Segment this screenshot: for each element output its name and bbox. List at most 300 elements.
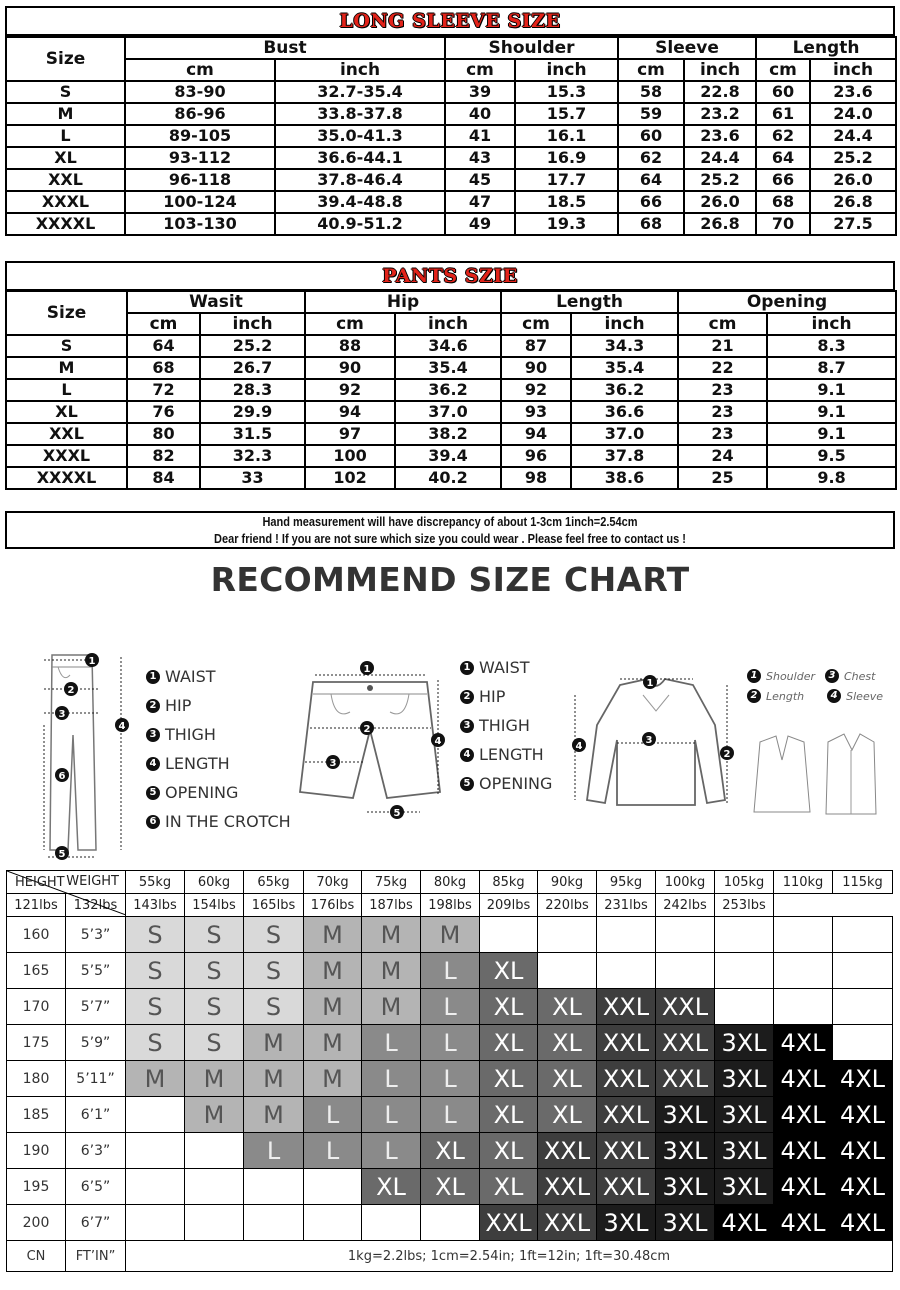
shirt-legend-item: Length [766, 689, 805, 703]
svg-text:4: 4 [575, 741, 583, 752]
legend-label: WAIST [165, 667, 216, 686]
shirt-legend: 1 Shoulder 3 Chest 2 Length 4 Sleeve [747, 666, 883, 706]
tops-group-header: Sleeve [618, 37, 756, 59]
tops-value-cell: 17.7 [515, 169, 618, 191]
pants-value-cell: 26.7 [200, 357, 305, 379]
recommended-size-cell [126, 1133, 185, 1169]
tops-value-cell: 68 [618, 213, 684, 235]
recommended-size-cell: L [421, 953, 480, 989]
legend-item [146, 807, 291, 836]
height-row [7, 953, 893, 989]
tops-unit-header: inch [684, 59, 756, 81]
recommended-size-cell: XXL [597, 1169, 656, 1205]
legend-label: HIP [479, 687, 506, 706]
tops-size-cell: M [6, 103, 125, 125]
legend-item [460, 653, 552, 682]
tops-table-row [6, 125, 896, 147]
weight-lbs-header: 220lbs [538, 894, 597, 917]
tops-value-cell: 58 [618, 81, 684, 103]
recommended-size-cell [304, 1205, 362, 1241]
svg-text:4: 4 [118, 721, 126, 732]
pants-value-cell: 33 [200, 467, 305, 489]
pants-value-cell: 82 [127, 445, 200, 467]
recommended-size-cell: 3XL [656, 1205, 715, 1241]
recommended-size-cell: XXL [480, 1205, 538, 1241]
recommended-size-cell [597, 917, 656, 953]
pants-value-cell: 8.3 [767, 335, 896, 357]
pants-value-cell: 36.6 [571, 401, 678, 423]
recommended-size-cell: M [362, 989, 421, 1025]
pants-value-cell: 9.1 [767, 379, 896, 401]
recommended-size-cell: 4XL [774, 1133, 833, 1169]
weight-lbs-row [7, 894, 893, 917]
recommended-size-cell [185, 1133, 244, 1169]
recommended-size-cell [244, 1169, 304, 1205]
recommended-size-cell: L [421, 1097, 480, 1133]
svg-text:3: 3 [58, 709, 66, 720]
legend-label: THIGH [165, 725, 216, 744]
legend-label: THIGH [479, 716, 530, 735]
weight-kg-header: 105kg [715, 871, 774, 894]
tops-size-cell: S [6, 81, 125, 103]
pants-legend [146, 662, 291, 836]
pants-value-cell: 23 [678, 423, 767, 445]
recommended-size-cell [538, 953, 597, 989]
tops-size-table [5, 36, 897, 236]
weight-height-corner [7, 871, 126, 894]
recommended-size-cell: XL [480, 1025, 538, 1061]
recommended-size-cell: XXL [538, 1205, 597, 1241]
recommended-size-cell [656, 917, 715, 953]
height-cm-cell: 200 [7, 1205, 66, 1241]
svg-text:1: 1 [363, 664, 371, 675]
weight-lbs-header: 121lbs [7, 894, 66, 917]
pants-units-row [6, 313, 896, 335]
tops-size-cell: XXL [6, 169, 125, 191]
pants-value-cell: 28.3 [200, 379, 305, 401]
tops-unit-header: inch [810, 59, 896, 81]
pants-value-cell: 37.8 [571, 445, 678, 467]
pants-group-header: Wasit [127, 291, 305, 313]
recommended-size-cell: XXL [597, 1061, 656, 1097]
pants-value-cell: 9.1 [767, 401, 896, 423]
recommended-size-cell: 3XL [715, 1025, 774, 1061]
tops-table-row [6, 169, 896, 191]
recommended-size-cell: XL [480, 1169, 538, 1205]
pants-value-cell: 21 [678, 335, 767, 357]
recommended-size-cell: M [362, 917, 421, 953]
weight-kg-header: 95kg [597, 871, 656, 894]
recommended-size-cell [597, 953, 656, 989]
tops-size-header: Size [6, 37, 125, 81]
pants-unit-header: cm [501, 313, 571, 335]
tops-value-cell: 45 [445, 169, 515, 191]
tops-value-cell: 36.6-44.1 [275, 147, 445, 169]
tops-value-cell: 24.4 [684, 147, 756, 169]
pants-table-row [6, 401, 896, 423]
recommended-size-cell [833, 953, 893, 989]
height-ft-cell: 5’11” [66, 1061, 126, 1097]
pants-value-cell: 98 [501, 467, 571, 489]
recommended-size-cell: XXL [538, 1169, 597, 1205]
pants-value-cell: 94 [501, 423, 571, 445]
pants-value-cell: 92 [305, 379, 395, 401]
tops-value-cell: 68 [756, 191, 810, 213]
recommended-size-cell: 3XL [597, 1205, 656, 1241]
tops-value-cell: 60 [618, 125, 684, 147]
pants-diagram-icon [18, 645, 148, 865]
pants-value-cell: 32.3 [200, 445, 305, 467]
recommended-size-cell [833, 989, 893, 1025]
pants-title: PANTS SZIE [382, 265, 518, 287]
recommended-size-cell: L [362, 1097, 421, 1133]
recommended-size-cell: XL [421, 1133, 480, 1169]
pants-unit-header: cm [678, 313, 767, 335]
pants-value-cell: 68 [127, 357, 200, 379]
pants-group-header: Opening [678, 291, 896, 313]
recommended-size-cell: M [304, 917, 362, 953]
recommended-size-cell: XXL [656, 1025, 715, 1061]
pants-value-cell: 39.4 [395, 445, 501, 467]
weight-lbs-header: 231lbs [597, 894, 656, 917]
svg-text:2: 2 [67, 685, 75, 696]
note-line-2: Dear friend ! If you are not sure which size you could wear . Please feel free to contact us ! [214, 532, 686, 546]
tops-value-cell: 83-90 [125, 81, 275, 103]
tops-value-cell: 25.2 [684, 169, 756, 191]
tops-unit-header: cm [618, 59, 684, 81]
legend-number-icon: 5 [460, 777, 474, 791]
recommended-size-cell: XL [480, 1061, 538, 1097]
pants-value-cell: 23 [678, 401, 767, 423]
svg-text:3: 3 [329, 758, 337, 769]
recommended-size-cell [126, 1097, 185, 1133]
recommended-size-cell [126, 1169, 185, 1205]
height-row [7, 1097, 893, 1133]
svg-text:5: 5 [393, 808, 401, 819]
legend-number-icon: 3 [460, 719, 474, 733]
tops-value-cell: 16.9 [515, 147, 618, 169]
pants-value-cell: 88 [305, 335, 395, 357]
pants-value-cell: 37.0 [395, 401, 501, 423]
svg-text:1: 1 [88, 656, 96, 667]
recommended-size-cell [480, 917, 538, 953]
pants-value-cell: 8.7 [767, 357, 896, 379]
recommended-size-cell: L [244, 1133, 304, 1169]
legend-item [146, 691, 291, 720]
recommended-size-cell: S [185, 989, 244, 1025]
recommended-size-cell: S [126, 917, 185, 953]
pants-group-header: Hip [305, 291, 501, 313]
note-line-1: Hand measurement will have discrepancy of about 1-3cm 1inch=2.54cm [262, 515, 638, 529]
recommend-size-table [6, 870, 893, 1272]
svg-text:6: 6 [58, 771, 66, 782]
recommended-size-cell: XXL [538, 1133, 597, 1169]
recommended-size-cell [833, 1025, 893, 1061]
recommended-size-cell: 4XL [774, 1061, 833, 1097]
legend-item [146, 749, 291, 778]
pants-unit-header: inch [571, 313, 678, 335]
pants-value-cell: 22 [678, 357, 767, 379]
weight-kg-header: 65kg [244, 871, 304, 894]
tops-group-header: Length [756, 37, 896, 59]
height-row [7, 1133, 893, 1169]
pants-unit-header: inch [395, 313, 501, 335]
jacket-icons [748, 730, 878, 825]
tops-value-cell: 25.2 [810, 147, 896, 169]
tops-group-header: Shoulder [445, 37, 618, 59]
pants-title-band [5, 261, 895, 291]
tops-value-cell: 15.7 [515, 103, 618, 125]
ft-label: FT’IN” [66, 1241, 126, 1272]
recommended-size-cell [715, 917, 774, 953]
recommend-title: RECOMMEND SIZE CHART [210, 560, 690, 599]
recommended-size-cell: M [304, 1061, 362, 1097]
pants-size-table [5, 290, 897, 490]
recommended-size-cell: XXL [597, 1133, 656, 1169]
recommended-size-cell: L [362, 1061, 421, 1097]
weight-lbs-header: 187lbs [362, 894, 421, 917]
recommended-size-cell: 4XL [833, 1133, 893, 1169]
pants-value-cell: 31.5 [200, 423, 305, 445]
recommended-size-cell: L [304, 1133, 362, 1169]
pants-value-cell: 35.4 [571, 357, 678, 379]
recommended-size-cell [774, 917, 833, 953]
tops-value-cell: 32.7-35.4 [275, 81, 445, 103]
recommended-size-cell: S [244, 953, 304, 989]
tops-value-cell: 47 [445, 191, 515, 213]
height-row [7, 917, 893, 953]
recommended-size-cell: 4XL [774, 1025, 833, 1061]
tops-table-row [6, 81, 896, 103]
recommended-size-cell [126, 1205, 185, 1241]
shirt-diagram-icon [565, 665, 745, 825]
weight-lbs-header: 176lbs [304, 894, 362, 917]
tops-unit-header: inch [515, 59, 618, 81]
recommended-size-cell: M [304, 1025, 362, 1061]
recommended-size-cell: 4XL [774, 1205, 833, 1241]
tops-value-cell: 103-130 [125, 213, 275, 235]
recommended-size-cell: S [126, 1025, 185, 1061]
pants-value-cell: 84 [127, 467, 200, 489]
pants-unit-header: cm [127, 313, 200, 335]
tops-value-cell: 33.8-37.8 [275, 103, 445, 125]
tops-value-cell: 86-96 [125, 103, 275, 125]
pants-size-cell: XXXXL [6, 467, 127, 489]
weight-kg-header: 115kg [833, 871, 893, 894]
legend-number-icon: 1 [460, 661, 474, 675]
recommended-size-cell: 3XL [715, 1097, 774, 1133]
recommended-size-cell [715, 953, 774, 989]
tops-value-cell: 64 [618, 169, 684, 191]
tops-table-row [6, 147, 896, 169]
tops-value-cell: 60 [756, 81, 810, 103]
recommended-size-cell [304, 1169, 362, 1205]
tops-group-header: Bust [125, 37, 445, 59]
tops-value-cell: 70 [756, 213, 810, 235]
legend-number-icon: 2 [460, 690, 474, 704]
recommended-size-cell [244, 1205, 304, 1241]
shorts-legend [460, 653, 552, 798]
height-ft-cell: 6’1” [66, 1097, 126, 1133]
svg-text:2: 2 [723, 749, 731, 760]
tops-table-row [6, 213, 896, 235]
recommended-size-cell: L [362, 1133, 421, 1169]
tops-value-cell: 93-112 [125, 147, 275, 169]
recommended-size-cell: S [244, 989, 304, 1025]
pants-size-cell: M [6, 357, 127, 379]
recommended-size-cell: XL [538, 1097, 597, 1133]
tops-value-cell: 61 [756, 103, 810, 125]
tops-value-cell: 19.3 [515, 213, 618, 235]
recommended-size-cell [833, 917, 893, 953]
weight-lbs-header: 154lbs [185, 894, 244, 917]
legend-label: WAIST [479, 658, 530, 677]
tops-value-cell: 23.6 [810, 81, 896, 103]
height-cm-cell: 175 [7, 1025, 66, 1061]
legend-number-icon: 2 [146, 699, 160, 713]
weight-kg-header: 70kg [304, 871, 362, 894]
tops-value-cell: 37.8-46.4 [275, 169, 445, 191]
tops-size-cell: XXXXL [6, 213, 125, 235]
recommended-size-cell: 3XL [715, 1169, 774, 1205]
height-cm-cell: 170 [7, 989, 66, 1025]
shirt-legend-item: Sleeve [846, 689, 883, 703]
weight-kg-header: 100kg [656, 871, 715, 894]
svg-text:1: 1 [646, 678, 654, 689]
height-row [7, 989, 893, 1025]
recommended-size-cell: 4XL [833, 1097, 893, 1133]
recommended-size-cell: S [244, 917, 304, 953]
pants-value-cell: 38.2 [395, 423, 501, 445]
svg-text:4: 4 [434, 736, 442, 747]
height-cm-cell: 190 [7, 1133, 66, 1169]
pants-table-row [6, 467, 896, 489]
legend-number-icon: 1 [146, 670, 160, 684]
height-cm-cell: 180 [7, 1061, 66, 1097]
legend-item [460, 682, 552, 711]
recommended-size-cell: 4XL [833, 1061, 893, 1097]
pants-value-cell: 35.4 [395, 357, 501, 379]
recommended-size-cell: M [244, 1061, 304, 1097]
recommended-size-cell: XL [538, 1061, 597, 1097]
recommended-size-cell: XL [480, 953, 538, 989]
height-ft-cell: 5’9” [66, 1025, 126, 1061]
pants-value-cell: 9.8 [767, 467, 896, 489]
pants-value-cell: 96 [501, 445, 571, 467]
height-row [7, 1025, 893, 1061]
pants-value-cell: 24 [678, 445, 767, 467]
recommended-size-cell: XXL [597, 1025, 656, 1061]
tops-value-cell: 26.8 [810, 191, 896, 213]
tops-value-cell: 39 [445, 81, 515, 103]
tops-value-cell: 26.0 [684, 191, 756, 213]
recommended-size-cell: XXL [597, 989, 656, 1025]
weight-label: WEIGHT [66, 874, 119, 889]
recommended-size-cell [362, 1205, 421, 1241]
tops-value-cell: 62 [756, 125, 810, 147]
tops-title: LONG SLEEVE SIZE [339, 10, 561, 32]
pants-table-row [6, 335, 896, 357]
height-cm-cell: 195 [7, 1169, 66, 1205]
tops-table-row [6, 191, 896, 213]
pants-unit-header: cm [305, 313, 395, 335]
legend-label: OPENING [165, 783, 239, 802]
pants-unit-header: inch [200, 313, 305, 335]
recommended-size-cell: XL [538, 989, 597, 1025]
pants-value-cell: 76 [127, 401, 200, 423]
height-ft-cell: 5’5” [66, 953, 126, 989]
legend-number-icon: 4 [460, 748, 474, 762]
recommended-size-cell: XL [421, 1169, 480, 1205]
recommended-size-cell: 3XL [715, 1133, 774, 1169]
tops-value-cell: 40.9-51.2 [275, 213, 445, 235]
recommended-size-cell: S [185, 953, 244, 989]
tops-size-cell: XXXL [6, 191, 125, 213]
tops-value-cell: 49 [445, 213, 515, 235]
tops-value-cell: 64 [756, 147, 810, 169]
pants-value-cell: 34.6 [395, 335, 501, 357]
conversion-note: 1kg=2.2lbs; 1cm=2.54in; 1ft=12in; 1ft=30.48cm [126, 1241, 893, 1272]
weight-lbs-header: 242lbs [656, 894, 715, 917]
tops-title-band [5, 6, 895, 36]
pants-value-cell: 90 [305, 357, 395, 379]
pants-value-cell: 102 [305, 467, 395, 489]
height-cm-cell: 160 [7, 917, 66, 953]
legend-item [460, 769, 552, 798]
tops-units-row [6, 59, 896, 81]
pants-value-cell: 97 [305, 423, 395, 445]
weight-kg-header: 80kg [421, 871, 480, 894]
recommended-size-cell [185, 1169, 244, 1205]
recommended-size-cell: L [421, 1061, 480, 1097]
recommended-size-cell: M [185, 1061, 244, 1097]
svg-text:5: 5 [58, 849, 66, 860]
legend-item [146, 720, 291, 749]
recommended-size-cell: 3XL [656, 1133, 715, 1169]
tops-value-cell: 15.3 [515, 81, 618, 103]
tops-size-cell: XL [6, 147, 125, 169]
legend-number-icon: 3 [146, 728, 160, 742]
pants-value-cell: 92 [501, 379, 571, 401]
tops-unit-header: cm [125, 59, 275, 81]
weight-lbs-header: 198lbs [421, 894, 480, 917]
legend-label: LENGTH [479, 745, 544, 764]
pants-value-cell: 72 [127, 379, 200, 401]
weight-kg-header: 90kg [538, 871, 597, 894]
cn-label: CN [7, 1241, 66, 1272]
pants-value-cell: 93 [501, 401, 571, 423]
recommended-size-cell [185, 1205, 244, 1241]
recommended-size-cell [656, 953, 715, 989]
legend-number-icon: 5 [146, 786, 160, 800]
pants-value-cell: 80 [127, 423, 200, 445]
tops-value-cell: 41 [445, 125, 515, 147]
tops-value-cell: 26.0 [810, 169, 896, 191]
pants-value-cell: 29.9 [200, 401, 305, 423]
measurement-note [5, 511, 895, 549]
weight-kg-header: 110kg [774, 871, 833, 894]
pants-unit-header: inch [767, 313, 896, 335]
recommended-size-cell: M [126, 1061, 185, 1097]
svg-text:2: 2 [363, 724, 371, 735]
tops-value-cell: 27.5 [810, 213, 896, 235]
recommended-size-cell: 4XL [833, 1169, 893, 1205]
height-ft-cell: 6’7” [66, 1205, 126, 1241]
pants-value-cell: 9.5 [767, 445, 896, 467]
tops-value-cell: 24.0 [810, 103, 896, 125]
recommended-size-cell: M [304, 953, 362, 989]
weight-kg-header: 85kg [480, 871, 538, 894]
